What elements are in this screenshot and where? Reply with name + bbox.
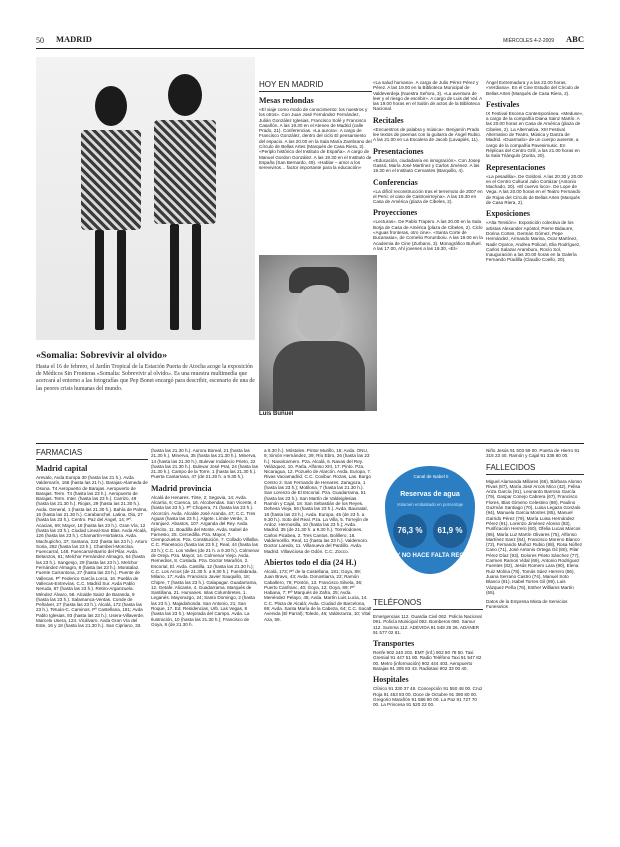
conferencias-text: «La difícil reconstrucción tras el terremoto de 2007 en el Perú: el caso de Castrovirreyna». A las 19.30 en Casa de América (plaza de Cibeles, 2). <box>373 188 483 205</box>
newspaper-logo: ABC <box>566 34 584 44</box>
farmacias-heading: FARMACIAS <box>36 448 148 460</box>
ad-value-2: 61,9 % <box>433 514 467 548</box>
hospitales-cont-text: Niño Jesús 91 503 59 00. Puerta de Hierro 91 316 23 40. Ramón y Cajal 91 336 80 00. <box>486 448 580 459</box>
ad-subtitle: Volumen embalsado en porcentaje <box>396 502 464 507</box>
festivales-text: IX Festival Escena Contemporánea. «Meduse», a cargo de la compañía Diana Sainz Martín. A las 20.00 horas en Casa de América (plaza de Cibeles, 2). La Alternativa. XIII Festival Alternativo de Teatro, Música y Danza de Madrid. «Duarmalo» de un cuerpo ausente, a cargo de la compañía Pavesimusic. En Réplicas del Centro Grill, a las 21.00 horas en la Sala Triángulo (Zurita, 20). <box>486 110 584 159</box>
exposiciones-text: «Alta Tensión». Exposición colectiva de los artistas Alexander Apóstol, Pierre Bidaurre, Dorina Cortes, Germán Gómez, Pepe Hernández, Armando Marina, Ocar Martínez, Nadir Oyarce, Andrea Policari, Elia Rodríguez, Carlos Salazar Aramburu, Rocío Sol, Inauguración a las 20.00 horas en la Galería Fernando Pradilla (Claudio Coello, 20). <box>486 220 581 263</box>
lead-body: Hasta el 16 de febrero, el Jardín Tropical de la Estación Puerta de Atocha acoge la exposición de Médicos Sin Fronteras «Somalia: Sobrevivir al olvido». Es una muestra multimedia que acercará al entorno a las fotografías que Pep Bonet encargó para describir, escenario de una de las peores crisis humanas del mundo. <box>36 364 255 392</box>
telefonos-text: Emergencias 112. Guardia Civil 062. Policía Nacional 091. Policía Municipal 092. Bomberos 080. Samur 112. Summa 112. ADEVIDA 91 548 25 26. ADANER 91 577 02 61. <box>373 614 482 635</box>
fallecidos-text: Miguel Alamanda Millares (66), Bárbara Alonso Rivas (87), María José Arcos Mico (42), Felisa Ariza García (91), Leonardo Barroso García (79), Gaspar Conejo Cabrera (67), Francisco Flores, Blas Gimeno Celestino (86), Paulino Guzmán Santiago (70), Luisa Legaza Gonzalo (94), Manuela Garcia Montes (85), Manuel Garrido Pérez (79), María Luisa Hernández Pérez (91), Lorenzo Jiménez Alonso (83), Purificación Herrero (60), Ofelia Lucas Marcos (86), María Luz Martín Olivares (75), Alfonso Martínez Sanz (84), Francisco Moreno Blanco (72), Fernando Muñoz Rubio (88), Rosa Núñez Cano (71), José Antonio Ortega Gil (80), Pilar Pérez Díaz (93), Dolores Prieto Sánchez (77), Carmen Ramos Vidal (69), Antonio Rodríguez Fuentes (82), Jesús Romero Lara (90), Elena Ruiz Molina (78), Tomás Sáez Herrero (86), Juana Serrano Castro (74), Manuel Soto Blanco (81), Isabel Torres Gil (89), Luis Vázquez Peña (76), Esther Williams Martín (65). <box>486 478 583 595</box>
header-rule <box>36 48 584 49</box>
page-header <box>36 34 584 47</box>
mesas-heading: Mesas redondas <box>259 96 314 105</box>
child-figure-left <box>81 86 141 336</box>
ad-value-1: 76,3 % <box>393 514 427 548</box>
telefonos-heading: TELÉFONOS <box>373 598 483 610</box>
transportes-text: Renfe 902 240 202. EMT (inf.) 902 50 78 50. Taxi Gremial 91 447 51 80. Radio Teléfono Taxi 91 547 82 00. Metro (información) 902 444 403. Aeropuerto Barajas 91 305 83 43. Radiotaxi 902 33 00 40. <box>373 650 482 672</box>
ad-title: Reservas de agua <box>400 491 460 498</box>
farmacias-col2-text: (hasta las 21.30 h.). Aurora Boreal, 21 (hasta las 21.30 h.). Minerva, 35 (hasta las 21.30 h.). Minerva, 14 (hasta las 21.30 h.). Bulevar Indalecio Prieto, 22 (hasta las 21.30 h.). Bulevar José Prat, 24 (hasta las 21.30 h.). Campo de la Torre, 1 (hasta las 21.30 h.). Puerta Cantarrana, 47 (de 21.30 h. a 9.30 h.). <box>151 448 258 480</box>
madrid-provincia-heading: Madrid provincia <box>151 483 212 493</box>
fallecidos-heading: FALLECIDOS <box>486 463 584 475</box>
canal-logo: Canal de Isabel II <box>413 474 449 479</box>
abiertos-heading: Abiertos todo el día (24 H.) <box>264 557 357 567</box>
section-rule <box>36 443 584 444</box>
water-drop-graphic <box>385 466 475 574</box>
telefonos-column <box>373 598 483 708</box>
hoy-column-1 <box>259 80 372 171</box>
representaciones-heading: Representaciones <box>486 162 546 172</box>
mesas-text: «El viaje como modo de conocimiento: los nuestros y los otros». Con Juan José Fernández Fernández, Julián González Iglesias, Francisco Solé y Francisco Casañón. A las 19.30 en el Ateneo de Madrid (calle Prado, 21). Conferencias. «La aurora». A cargo de Francisco González, dentro del ciclo El pensamiento del espacio. A las 20.00 en la Sala María Zambrano del Círculo de Bellas Artes (Marqués de Casa Riera, 2). «Periplo histórico del Instituto de España». A cargo de Manuel Gordon González. A las 19.30 en el Instituto de España (San Bernardo, 49). «Hablar – amor a los sereviviros… factor importante para la educación» <box>259 107 372 171</box>
page-number: 50 <box>36 36 44 45</box>
farmacias-column-1 <box>36 448 148 629</box>
child-figure-right <box>154 74 216 336</box>
farmacias-column-2 <box>151 448 261 627</box>
buñuel-portrait <box>259 255 377 411</box>
issue-date: MIÉRCOLES 4-2-2009 <box>503 38 554 44</box>
transportes-heading: Transportes <box>373 639 415 649</box>
hoy-column-2 <box>373 80 483 255</box>
farmacias-column-3 <box>264 448 372 622</box>
lead-article <box>36 350 255 393</box>
madrid-capital-heading: Madrid capital <box>36 464 88 473</box>
abiertos-text: Alcalá, 173; Pº de la Castellana, 181; Goya, 89; Juan Bravo, 43; Avda. Donostiarra, 22; Ramón Caballero, 76; Pontón, 13. Francisco Silvela, 36; Puerto Canfranc, 40; Goya, 12; Goya, 89; Pº Habana, 7; Pº Marqués de Zafra, 25; Avda. Menéndez Pelayo, 45; Avda. Martín Luis Lucia, 14. C.C. Plaza de Alcalá; Avda. Ciudad de Barcelona, 69; Avda. Santa María de la Cabeza, 64; C.C. Sacatt Avenida (El Parral); Toledo, 46; Valdezarza, 10; Vital Aza, 59. <box>264 568 372 622</box>
recitales-heading: Recitales <box>373 115 404 125</box>
hospitales-text: Clínico 91 330 37 48. Concepción 91 550 48 00. Cruz Roja 91 453 83 00. Doce de Octubre 91 390 80 00. Gregorio Marañón 91 586 80 00. La Paz 91 727 70 00. La Princesa 91 520 22 00. <box>373 686 483 708</box>
presentaciones-heading: Presentaciones <box>373 146 424 156</box>
fallecidos-column <box>486 448 584 610</box>
proyecciones-text: «Lecturas». De Pablo Trapero. A las 20.00 en la Sala Borja de Casa de América (plaza de Cibeles, 2). Ciclo «Aguas fronteras, otro cine». «Santa Corte de Bucanasia», de Cornelio Porumboiu. A las 19.00 en la Academia de Cine (Zurbano, 3). Monográfico Buñuel. A las 17.00, Ahí jovenes a las 19.30, «El» <box>373 219 483 251</box>
hospitales-heading: Hospitales <box>373 675 409 685</box>
hoy-heading: HOY EN MADRID <box>259 80 372 92</box>
conferencias-heading: Conferencias <box>373 177 418 187</box>
farmacias-provincia-text: Alcalá de Henares. Tinte, 2; Segovia, 14; Avda. Alcarria, 6; Cuenca, 16. Alcobendas. San Vicente, 4 (hasta las 23 h.). Pº Chopera, 71 (hasta las 23 h.). Alcorcón. Avda. Alcalde José Aranda, 47; C.C. Tres Aguas (hasta las 23 h.). Algete. Límite Verde, 3. Aranjuez. Abastos, 107. Arganda del Rey. Avda. Ejército, 11. Boadilla del Monte. Avda. Isabel de Farnesio, 25. Cercedilla. Pza. Mayor, 7. Ciempozuelos. Pza. Constitución, 7. Collado Villalba. C.C. Planetocio (hasta las 23 h.); Real, 44 (hasta las 23 h.); C.C. Los Valles (de 21 h. a 9.30 h.). Colmenar de Oreja. Pza. Mayor, 14. Colmenar Viejo. Avda. Remedios, 8. Coslada. Pza. Doctor Marañón, 2. Escorial, El. Avda. Castilla, 12 (hasta las 21.30 h.); C.C. Los Arcos (de 21.30 h. a 9.30 h.). Fuenlabrada. Milano, 17; Avda. Francisco Javier Sauquillo, 18; Chipre, 7 (hasta las 23 h.). Galapagar. Guadarrama, 12. Getafe. Alicante, 4. Guadarrama. Marqués de Santillana, 21. Humanes. Islas Columbretes, 1. Leganés. Mayorazgo, 24; Santo Domingo, 2 (hasta las 23 h.). Majadahonda. San Antonio, 21; San Roque, 17. Ed. Residencias, Urb. Las Vegas, 8 (hasta las 23 h.). Mejorada del Campo. Avda. La Ilustración, 10 (hasta las 21.30 h.); Francisco de Goya, 8 (de 21.30 h. <box>151 494 260 627</box>
fallecidos-note: Datos de la Empresa Mixta de Servicios Funerarios <box>486 599 568 610</box>
col2-text: «La salud humana». A cargo de Julio Pérez Pérez y Pérez. A las 19.00 en la Biblioteca Municipal de Valdeverdeja (Nuestra Señora, 3). «La aventura de leer y el riesgo de escribir». A cargo de Luis del Val. A las 19.00 horas en el Salón de actos de la Biblioteca Nacional. <box>373 80 482 112</box>
ad-slogan: HOY NO HACE FALTA REGAR <box>387 553 473 559</box>
lead-photo <box>36 57 255 340</box>
representaciones-text: «La pesadilla». De Goldoni. A las 20.30 y 20.00 en el Centro Cultural Julio Cortázar (Antonio Machado, 20). «El cuervo loco». De Lope de Vega. A las 20.00 horas en el Teatro Fernando de Rojas del Círculo de Bellas Artes (Marqués de Casa Riera, 2). <box>486 173 583 206</box>
right-top-text: Ángel Extremadura y a las 22.00 horas, «Verdiana». En el Cine Estudio del Círculo de Bellas Artes (Marqués de Casa Riera, 2). <box>486 80 580 96</box>
farmacias-col3-text: a 9.30 h.). Móstoles. Pintor Murillo, 16; Avda. ONU, 9; Simón Hernández, 39; Río Ebro, 26 (hasta las 23 h.). Navalcarnero. Pza. Alcalá, 6. Navas del Rey. Velázquez, 10. Parla. Alfonso XIII, 17. Pinto. Pza. Nicaragua, 12. Pozuelo de Alarcón. Avda. Europa, 7. Rivas Vaciamadrid. C.C. Covibur. Rozas, Las. Burgo Centro 2. San Fernando de Henares. Zaragoza, 1 (hasta las 23 h.); Motilona, 7 (hasta las 21.30 h.). San Lorenzo de El Escorial. Pza. Guadarrama, 51 (hasta las 23 h.). San Martín de Valdeiglesias. Ramón y Cajal, 18. San Sebastián de los Reyes. Dehesa Vieja, 56 (hasta las 23 h.). Avda. Baunatal, 18 (hasta las 23 h.). Avda. Europa, 45 (de 23 h. a 9.30 h.). Soto del Real. Pza. La Villa, 5. Torrejón de Ardoz. Hermosilla, 10 (hasta las 23 h.); Avda. Madrid, 35 (de 21.30 h. a 9.30 h.). Torrelodones. Carlos Picabea, 2. Tres Cantos. Bolillero, 18. Valdemorillo. Real, 11 (hasta las 23 h.). Valdemoro. Doctor Laredo, 11. Villanueva del Pardillo. Avda. Madrid. Villaviciosa de Odón. C.C. Zocco. <box>264 448 372 554</box>
recitales-text: «Encuentros de palabra y música». Benjamín Prado lee textos de poemas con la guitarra de Ángel Rubio. A las 21.00 en La Escalera de Jacob (Lavapiés, 11). <box>373 126 482 143</box>
section-title: MADRID <box>56 34 92 44</box>
portrait-caption: Luis Buñuel <box>259 411 294 417</box>
events-right-column <box>486 80 584 267</box>
exposiciones-heading: Exposiciones <box>486 209 531 219</box>
canal-isabel-ad <box>373 446 485 591</box>
lead-headline: «Somalia: Sobrevivir al olvido» <box>36 350 168 361</box>
farmacias-capital-text: Arevalo, Avda Europa 30 (hasta las 21 h.). Avda Valdemarín, 166 (hasta las 21 h.). Barajas-Alameda de Osuna. T4 Aeropuerto de Barajas. Aeropuerto de Barajas. Term. T4 (hasta las 23 h.). Aeropuerto de Barajas. Term. Inter. (hasta las 23 h.). Carrizo, 49 (hasta las 21.30 h.). Riojas, 29 (hasta las 21.30 h.). Avda. General, 1 (hasta las 21.30 h.). Bahía de Palma, 16 (hasta las 21.30 h.). Carabanchel. Latina, Ola, 27 (hasta las 23 h.). Centro. Paz del Ángel, 14; Pº. Acacias, 69; Mayor, 18 (hasta las 23 h.). Gran Vía, 12 (hasta las 23 h.). Ciudad Lineal-San Blas. Avda Alcalá, 126 (hasta las 23 h.). Chamartín-Hortaleza. Avda. Machupicho, 37; Santana, 222 (hasta las 23 h.). Arturo Soria, 282 (hasta las 23 h.). Chamberí-Moncloa. Fuencarral, 148. Fuencarral-Barrio del Pilar. Avda. Betanzos, 61; Melchor Fernández Almagro, 64 (hasta las 23 h.). Sangenjo, 29 (hasta las 23 h.). Melchor Fernández Almagro, 8 (hasta las 23 h.). Moratalaz. Fuente Carrantona, 27 (hasta las 23 h.). Puente de Vallecas. Pº Federico García Lorca, 16. Puebla de Vallecas-Entrevías. C.C. Madrid Sur. Avda Pablo Neruda, 87 (hasta las 23 h.). Retiro-Arganzuela. Méndez Álvaro, 58. Alcalde Sainz de Baranda, 9 (hasta las 23 h.). Salamanca-Ventas. Conde de Peñalver, 27 (hasta las 23 h.). Alcalá, 172 (hasta las 23 h.). Tetuán-C. Caminos. Pº Castellana, 181; Avda Pablo Iglesias, 93 (hasta las 23 h.). Usera-Villaverde. Marcelo Usera, 124. Vicálvaro. Avda Gran Vía del Este, 16 y 18 (hasta las 21.30 h.). San Cipriano, 33. <box>36 475 148 629</box>
proyecciones-heading: Proyecciones <box>373 208 418 218</box>
presentaciones-text: «Educación, ciudadanía en inmigración». Con Josep Gassó, María José Martínez y Carlos Jiménez. A las 19.30 en el Instituto Cervantes (Barquillo, 4). <box>373 157 481 174</box>
festivales-heading: Festivales <box>486 99 520 109</box>
